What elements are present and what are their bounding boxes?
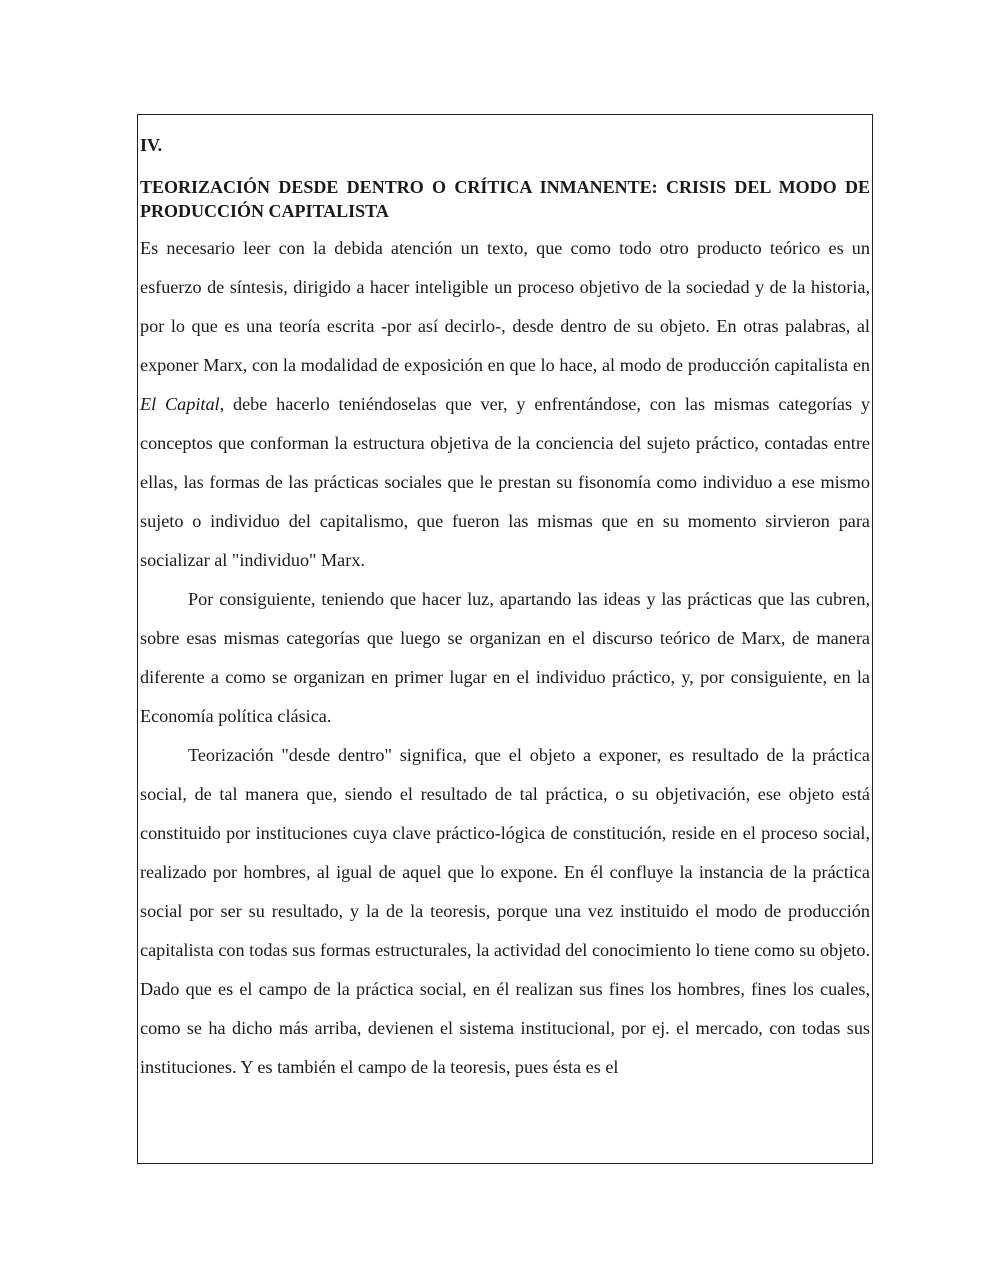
paragraph-1-text-a: Es necesario leer con la debida atención un texto, que como todo otro producto teórico es un esfuerzo de síntesis, dirigido a hacer inteligible un proceso objetivo de la sociedad y de la historia, por lo que es una teoría escrita -por así decirlo-, desde dentro de su objeto. En otras palabras, al exponer Marx, con la modalidad de exposición en que lo hace, al modo de producción capitalista en: [140, 238, 870, 375]
paragraph-1-text-b: , debe hacerlo teniéndoselas que ver, y enfrentándose, con las mismas categorías y conceptos que conforman la estructura objetiva de la conciencia del sujeto práctico, contadas entre ellas, las formas de las prácticas sociales que le prestan su fisonomía como individuo a ese mismo sujeto o individuo del capitalismo, que fueron las mismas que en su momento sirvieron para socializar al "individuo" Marx.: [140, 394, 871, 570]
section-number: IV.: [140, 135, 163, 155]
paragraph-2: Por consiguiente, teniendo que hacer luz, apartando las ideas y las prácticas que las cubren, sobre esas mismas categorías que luego se organizan en el discurso teórico de Marx, de manera diferente a como se organizan en primer lugar en el individuo práctico, y, por consiguiente, en la Economía política clásica.: [140, 589, 870, 726]
paragraph-3: Teorización "desde dentro" significa, que el objeto a exponer, es resultado de la práctica social, de tal manera que, siendo el resultado de tal práctica, o su objetivación, ese objeto está constituido por instituciones cuya clave práctico-lógica de constitución, reside en el proceso social, realizado por hombres, al igual de aquel que lo expone. En él confluye la instancia de la práctica social por ser su resultado, y la de la teoresis, porque una vez instituido el modo de producción capitalista con todas sus formas estructurales, la actividad del conocimiento lo tiene como su objeto. Dado que es el campo de la práctica social, en él realizan sus fines los hombres, fines los cuales, como se ha dicho más arriba, devienen el sistema institucional, por ej. el mercado, con todas sus instituciones. Y es también el campo de la teoresis, pues ésta es el: [140, 745, 870, 1077]
paragraph-1: [140, 229, 870, 580]
section-title: TEORIZACIÓN DESDE DENTRO O CRÍTICA INMANENTE: CRISIS DEL MODO DE PRODUCCIÓN CAPITALISTA: [140, 177, 870, 221]
text-frame: [137, 114, 873, 1164]
book-title-el-capital: El Capital: [140, 394, 220, 414]
